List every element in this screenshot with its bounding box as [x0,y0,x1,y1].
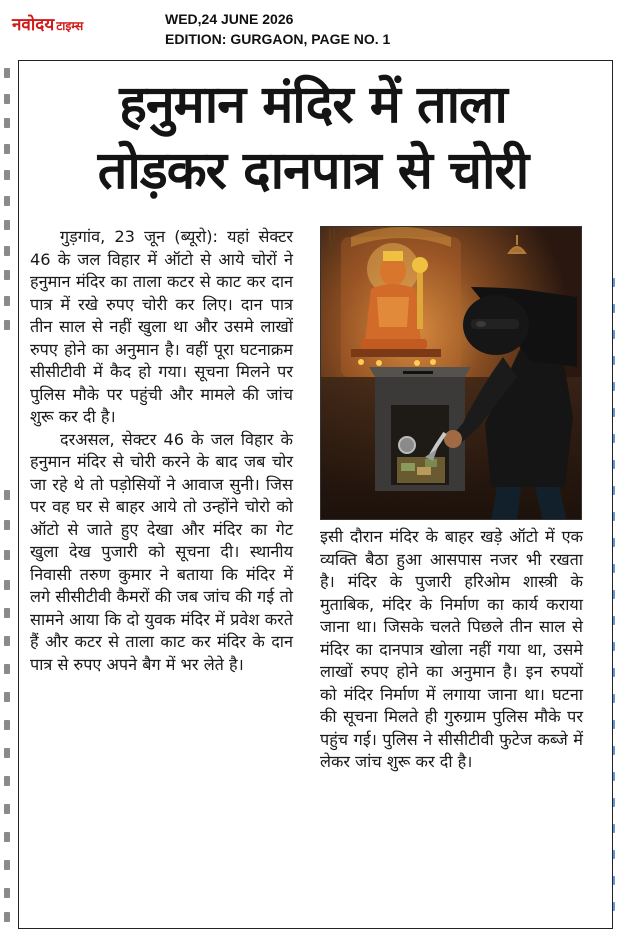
article-column-right [320,526,583,774]
edition-page: EDITION: GURGAON, PAGE NO. 1 [165,31,391,47]
article-paragraph-1: गुड़गांव, 23 जून (ब्यूरो): यहां सेक्टर 46 के जल विहार में ऑटो से आये चोरों ने हनुमान मंदिर का ताला कटर से काट कर दान पात्र में रखे रुपए चोरी कर लिए। दान पात्र तीन साल से नहीं खुला था और उसमे लाखों रुपए होने का अनुमान है। वहीं पूरा घटनाक्रम सीसीटीवी में कैद हो गया। सूचना मिलने पर पुलिस मौके पर पहुंची और मामले की जांच शुरू कर दी है। [30,227,293,426]
adjacent-text-fragment [4,68,10,78]
article-paragraph-3: इसी दौरान मंदिर के बाहर खड़े ऑटो में एक व्यक्ति बैठा हुआ आसपास नजर भी रखता है। मंदिर के पुजारी हरिओम शास्त्री के मुताबिक, मंदिर के निर्माण का कार्य कराया जाना था। जिसके चलते पिछले तीन साल से मंदिर का दानपात्र खोला नहीं गया था, उसमे लाखों रुपए होने का अनुमान है। इन रुपयों को मंदिर निर्माण में लगाया जाना था। घटना की सूचना मिलते ही गुरुग्राम पुलिस मौके पर पहुंच गई। पुलिस ने सीसीटीवी फुटेज कब्जे में लेकर जांच शुरू कर दी है। [320,527,583,771]
adjacent-text-fragment [4,776,10,786]
article-paragraph-2: दरअसल, सेक्टर 46 के जल विहार के हनुमान मंदिर से चोरी करने के बाद जब चोर जा रहे थे तो पड़ोसियों ने आवाज सुनी। जिस पर वह घर से बाहर आये तो उन्होंने चोरो को ऑटो से जाते हुए देखा और मंदिर का गेट खुला देख पुजारी को सूचना दी। स्थानीय निवासी तरुण कुमार ने बताया कि मंदिर में लगे सीसीटीवी कैमरों की जब जांच की गई तो सामने आया कि दो युवक मंदिर में प्रवेश करते हैं और कटर से ताला काट कर मंदिर के दान पात्र से रुपए अपने बैग में भर लेते है। [30,429,293,674]
adjacent-text-fragment [4,748,10,758]
adjacent-column-left [1,60,15,930]
newspaper-logo[interactable] [12,12,83,35]
adjacent-text-fragment [4,118,10,128]
logo-main-text: नवोदय [12,15,55,35]
adjacent-text-fragment [4,296,10,306]
adjacent-text-fragment [4,550,10,560]
adjacent-text-fragment [4,860,10,870]
article-headline [26,72,600,204]
headline-line-2: तोड़कर दानपात्र से चोरी [97,141,529,201]
adjacent-text-fragment [4,246,10,256]
adjacent-text-fragment [4,804,10,814]
adjacent-text-fragment [4,490,10,500]
adjacent-text-fragment [4,832,10,842]
adjacent-text-fragment [4,320,10,330]
article-column-left [30,226,293,676]
adjacent-text-fragment [4,144,10,154]
publication-date: WED,24 JUNE 2026 [165,11,294,27]
edition-info [165,9,390,49]
headline-line-1: हनुमान मंदिर में ताला [119,75,507,135]
adjacent-text-fragment [4,220,10,230]
adjacent-text-fragment [4,636,10,646]
adjacent-text-fragment [4,608,10,618]
adjacent-text-fragment [4,888,10,898]
temple-theft-illustration [321,227,582,520]
article-photo [320,226,582,520]
adjacent-text-fragment [4,196,10,206]
adjacent-text-fragment [4,94,10,104]
adjacent-text-fragment [4,692,10,702]
adjacent-text-fragment [4,270,10,280]
adjacent-text-fragment [4,520,10,530]
adjacent-text-fragment [4,580,10,590]
masthead-bar [0,0,617,60]
adjacent-text-fragment [4,912,10,922]
adjacent-text-fragment [4,170,10,180]
adjacent-text-fragment [4,664,10,674]
logo-sub-text: टाइम्स [56,19,84,33]
adjacent-text-fragment [4,720,10,730]
